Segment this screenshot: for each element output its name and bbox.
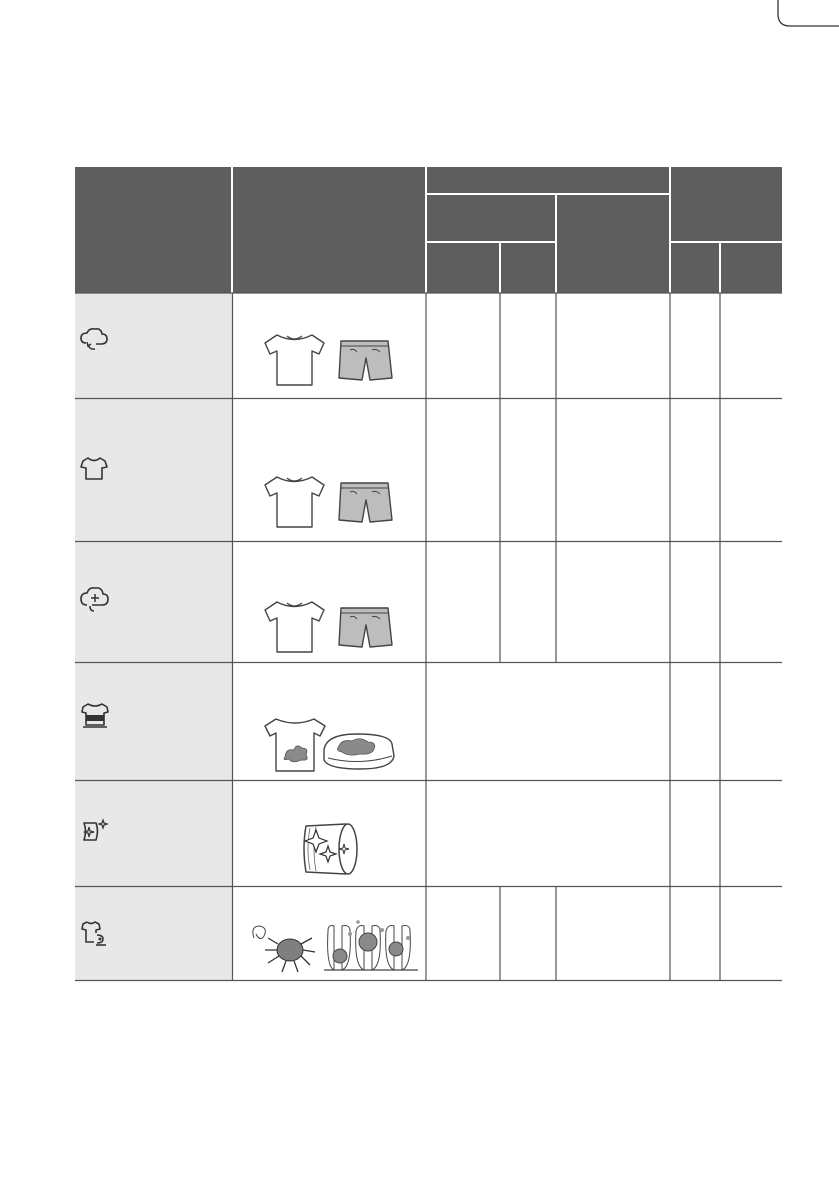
stain-shirt-icon [78, 701, 112, 731]
shirt-and-shorts-icon [262, 330, 397, 390]
allergy-care-icon [78, 918, 112, 948]
stained-shirt-and-cloth-icon [262, 714, 402, 774]
sparkling-drum-icon [298, 818, 362, 880]
steam-refresh-icon [78, 327, 112, 357]
mites-and-bacteria-icon [246, 916, 424, 976]
t-shirt-icon [78, 454, 112, 484]
shirt-and-shorts-icon [262, 472, 397, 532]
drum-clean-icon [78, 817, 112, 847]
shirt-and-shorts-icon [262, 597, 397, 657]
steam-plus-icon [78, 585, 112, 615]
